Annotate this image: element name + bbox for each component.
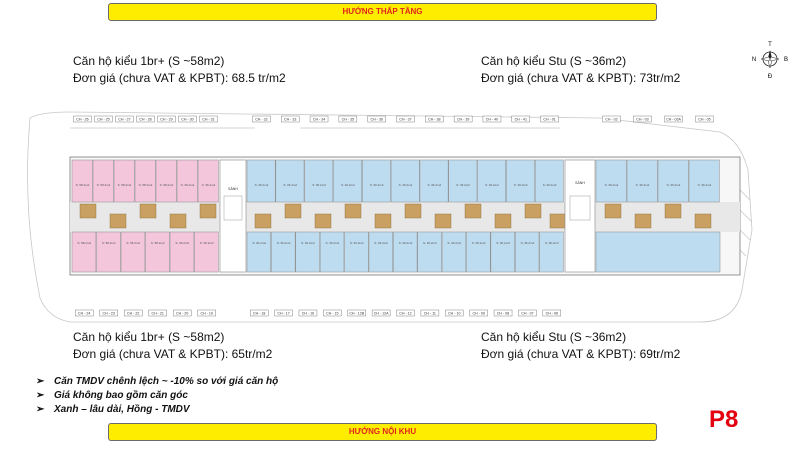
- unit-id-label: CH - 24: [78, 311, 91, 316]
- unit-id-label: CH - 25: [97, 117, 110, 122]
- unit-id-label: CH - 21: [151, 311, 164, 316]
- unit-id-label: CH - 05: [698, 117, 711, 122]
- service-shaft: [255, 214, 271, 228]
- note-item: ➢ Giá không bao gồm căn góc: [36, 390, 188, 401]
- unit-shape: [491, 232, 515, 272]
- unit-id-label: CH - 34: [312, 117, 326, 122]
- unit-area-label: S: 36.2m2: [423, 241, 437, 245]
- unit-shape: [97, 232, 121, 272]
- unit-id-label: CH - 31: [202, 117, 215, 122]
- unit-shape: [198, 160, 218, 202]
- notes-list: [36, 375, 278, 417]
- unit-shape: [320, 232, 344, 272]
- unit-area-label: S: 36.2m2: [520, 241, 535, 245]
- unit-id-label: CH - 12B: [349, 311, 365, 316]
- unit-shape: [296, 232, 320, 272]
- unit-area-label: S: 36.2m2: [666, 183, 681, 187]
- unit-area-label: S: 58.2m2: [126, 241, 141, 245]
- unit-area-label: S: 36.2m2: [471, 241, 486, 245]
- unit-area-label: S: 36.2m2: [175, 241, 190, 245]
- unit-shape: [369, 232, 393, 272]
- price-block-bottom-left: [73, 329, 272, 363]
- unit-area-label: S: 36.2m2: [604, 183, 619, 187]
- price-block-bottom-right: [481, 329, 680, 363]
- unit-shape: [276, 160, 304, 202]
- unit-shape: [540, 232, 564, 272]
- service-shaft: [405, 204, 421, 218]
- unit-shape: [393, 232, 417, 272]
- unit-area-label: S: 36.2m2: [199, 241, 214, 245]
- unit-shape: [535, 160, 563, 202]
- unit-shape: [135, 160, 155, 202]
- unit-area-label: S: 36.2m2: [485, 183, 499, 187]
- top-direction-banner: HƯỚNG THẤP TẦNG: [108, 3, 657, 21]
- core-left: [220, 160, 246, 272]
- unit-area-label: S: 36.2m2: [312, 183, 326, 187]
- unit-id-label: CH - 41: [514, 117, 527, 122]
- unit-id-label: CH - 12: [399, 311, 412, 316]
- unit-shape: [333, 160, 361, 202]
- unit-price-label: Đơn giá (chưa VAT & KPBT): 69tr/m2: [481, 347, 681, 361]
- unit-area-label: S: 36.2m2: [301, 241, 315, 245]
- service-shaft: [285, 204, 301, 218]
- compass-east-letter: B: [783, 57, 789, 63]
- service-shaft: [525, 204, 541, 218]
- unit-shape: [506, 160, 534, 202]
- unit-area-label: S: 58.2m2: [101, 241, 116, 245]
- unit-area-label: S: 58.2m2: [117, 183, 132, 187]
- page-label: P8: [709, 406, 739, 433]
- unit-area-label: S: 36.2m2: [427, 183, 442, 187]
- note-item: ➢ Căn TMDV chênh lệch ~ -10% so với giá căn hộ: [36, 376, 279, 387]
- unit-id-label: CH - 32: [255, 117, 268, 122]
- unit-area-label: S: 36.2m2: [283, 183, 298, 187]
- unit-shape: [195, 232, 219, 272]
- unit-shape: [177, 160, 197, 202]
- compass-south-letter: Đ: [767, 74, 773, 80]
- service-shaft: [375, 214, 391, 228]
- unit-area-label: S: 36.2m2: [252, 241, 267, 245]
- unit-price-label: Đơn giá (chưa VAT & KPBT): 73tr/m2: [481, 71, 681, 85]
- unit-id-label: CH - 39: [456, 117, 470, 122]
- unit-area-label: S: 36.2m2: [447, 241, 462, 245]
- unit-area-label: S: 36.2m2: [325, 241, 340, 245]
- unit-id-label: CH - 23: [102, 311, 115, 316]
- unit-shape: [121, 232, 145, 272]
- unit-shape: [391, 160, 419, 202]
- unit-id-label: CH - 38: [428, 117, 441, 122]
- unit-shape: [305, 160, 333, 202]
- unit-id-label: CH - 03A: [666, 117, 681, 122]
- unit-area-label: S: 36.2m2: [254, 183, 269, 187]
- unit-id-label: CH - 06: [545, 311, 559, 316]
- unit-type-label: Căn hộ kiểu 1br+ (S ~58m2): [73, 330, 225, 344]
- bottom-direction-banner: HƯỚNG NỘI KHU: [108, 423, 657, 441]
- unit-shape: [271, 232, 295, 272]
- service-shaft: [635, 214, 651, 228]
- unit-id-label: CH - 16: [301, 311, 315, 316]
- service-shaft: [170, 214, 186, 228]
- unit-area-label: S: 58.2m2: [138, 183, 153, 187]
- service-shaft: [495, 214, 511, 228]
- unit-shape: [658, 160, 688, 202]
- unit-shape: [72, 232, 96, 272]
- unit-shape: [418, 232, 442, 272]
- unit-area-label: S: 58.2m2: [96, 183, 111, 187]
- service-shaft: [435, 214, 451, 228]
- unit-area-label: S: 36.2m2: [456, 183, 470, 187]
- unit-area-label: S: 58.2m2: [75, 183, 90, 187]
- unit-shape: [449, 160, 477, 202]
- unit-shape: [596, 160, 626, 202]
- unit-shape: [362, 160, 390, 202]
- service-shaft: [140, 204, 156, 218]
- unit-id-label: CH - 09: [472, 311, 485, 316]
- unit-area-label: S: 36.2m2: [201, 183, 216, 187]
- unit-area-label: S: 36.2m2: [341, 183, 355, 187]
- corner-unit-shape: [596, 232, 720, 272]
- unit-area-label: S: 36.2m2: [180, 183, 195, 187]
- unit-shape: [442, 232, 466, 272]
- bullet-arrow-icon: ➢: [36, 390, 45, 401]
- unit-area-label: S: 36.2m2: [398, 183, 413, 187]
- unit-price-label: Đơn giá (chưa VAT & KPBT): 65tr/m2: [73, 347, 273, 361]
- service-shaft: [465, 204, 481, 218]
- unit-price-label: Đơn giá (chưa VAT & KPBT): 68.5 tr/m2: [73, 71, 286, 85]
- unit-id-label: CH - 29: [160, 117, 173, 122]
- note-item: ➢ Xanh – lâu dài, Hồng - TMDV: [36, 404, 190, 415]
- unit-shape: [170, 232, 194, 272]
- unit-area-label: S: 36.2m2: [369, 183, 384, 187]
- unit-id-label: CH - 33: [284, 117, 297, 122]
- unit-shape: [420, 160, 448, 202]
- unit-shape: [466, 232, 490, 272]
- unit-type-label: Căn hộ kiểu Stu (S ~36m2): [481, 54, 627, 68]
- service-shaft: [550, 214, 566, 228]
- bullet-arrow-icon: ➢: [36, 404, 45, 415]
- lobby-label: SẢNH: [228, 187, 238, 191]
- unit-area-label: S: 58.2m2: [159, 183, 174, 187]
- unit-id-label: CH - 26: [76, 117, 89, 122]
- compass-west-letter: N: [751, 57, 757, 63]
- unit-id-label: CH - 22: [127, 311, 140, 316]
- unit-shape: [156, 160, 176, 202]
- unit-shape: [247, 232, 271, 272]
- service-shaft: [80, 204, 96, 218]
- service-shaft: [345, 204, 361, 218]
- unit-id-label: CH - 02: [605, 117, 618, 122]
- unit-shape: [689, 160, 719, 202]
- unit-shape: [627, 160, 657, 202]
- unit-id-label: CH - 19: [200, 311, 213, 316]
- service-shaft: [665, 204, 681, 218]
- unit-shape: [146, 232, 170, 272]
- unit-area-label: S: 36.2m2: [374, 241, 388, 245]
- service-shaft: [315, 214, 331, 228]
- unit-shape: [114, 160, 134, 202]
- unit-id-label: CH - 08: [496, 311, 510, 316]
- unit-id-label: CH - 11: [423, 311, 436, 316]
- unit-shape: [515, 232, 539, 272]
- unit-type-label: Căn hộ kiểu 1br+ (S ~58m2): [73, 54, 225, 68]
- unit-id-label: CH - 35: [341, 117, 355, 122]
- unit-shape: [93, 160, 113, 202]
- unit-area-label: S: 36.2m2: [398, 241, 413, 245]
- unit-shape: [247, 160, 275, 202]
- unit-area-label: S: 58.2m2: [150, 241, 165, 245]
- unit-area-label: S: 36.2m2: [544, 241, 559, 245]
- unit-area-label: S: 36.2m2: [276, 241, 291, 245]
- unit-id-label: CH - 20: [176, 311, 189, 316]
- unit-area-label: S: 58.2m2: [77, 241, 92, 245]
- service-shaft: [200, 204, 216, 218]
- unit-id-label: CH - 15: [326, 311, 339, 316]
- unit-area-label: S: 36.2m2: [349, 241, 364, 245]
- unit-shape: [345, 232, 369, 272]
- unit-id-label: CH - 17: [277, 311, 290, 316]
- unit-id-label: CH - 28: [139, 117, 152, 122]
- unit-id-label: CH - 03: [636, 117, 649, 122]
- unit-id-label: CH - 07: [521, 311, 534, 316]
- unit-id-label: CH - 30: [181, 117, 194, 122]
- unit-id-label: CH - 36: [370, 117, 383, 122]
- service-shaft: [110, 214, 126, 228]
- unit-id-label: CH - 37: [399, 117, 412, 122]
- unit-shape: [478, 160, 506, 202]
- unit-area-label: S: 36.2m2: [542, 183, 557, 187]
- unit-id-label: CH - 10: [448, 311, 461, 316]
- bullet-arrow-icon: ➢: [36, 376, 45, 387]
- service-shaft: [695, 214, 711, 228]
- service-shaft: [605, 204, 621, 218]
- lobby-label: SẢNH: [575, 181, 585, 185]
- compass-north-letter: T: [768, 42, 772, 48]
- unit-id-label: CH - 01: [543, 117, 556, 122]
- unit-id-label: CH - 18: [252, 311, 266, 316]
- core-right: [565, 160, 595, 272]
- unit-shape: [72, 160, 92, 202]
- unit-type-label: Căn hộ kiểu Stu (S ~36m2): [481, 330, 627, 344]
- unit-id-label: CH - 40: [485, 117, 499, 122]
- unit-area-label: S: 36.2m2: [697, 183, 712, 187]
- unit-area-label: S: 36.2m2: [635, 183, 650, 187]
- unit-area-label: S: 36.2m2: [513, 183, 528, 187]
- unit-area-label: S: 36.2m2: [496, 241, 510, 245]
- unit-id-label: CH - 27: [118, 117, 131, 122]
- unit-id-label: CH - 12A: [373, 311, 389, 316]
